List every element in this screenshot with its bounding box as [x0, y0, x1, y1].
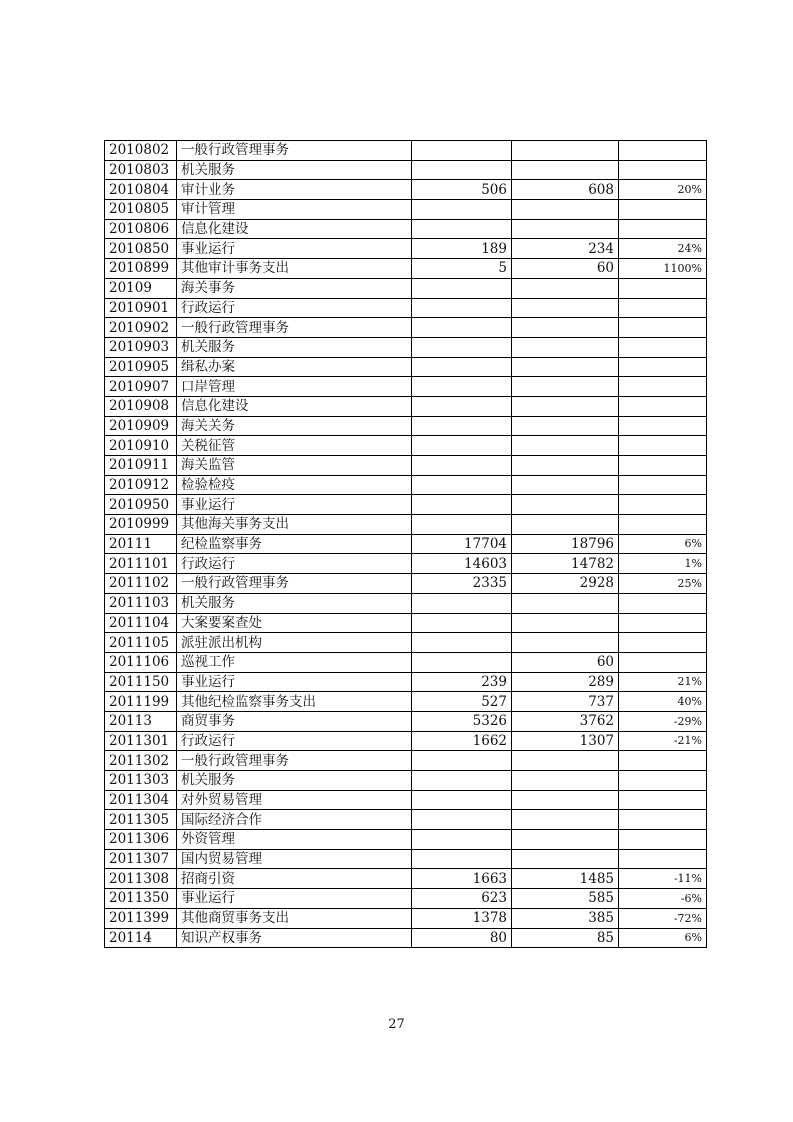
table-row	[105, 318, 707, 338]
row-value-2-cell: 85	[512, 928, 619, 948]
row-value-2-cell	[512, 633, 619, 653]
table-row	[105, 239, 707, 259]
table-row	[105, 377, 707, 397]
table-row	[105, 456, 707, 476]
table-row	[105, 160, 707, 180]
row-value-2-cell	[512, 515, 619, 535]
row-value-1-cell: 5326	[412, 711, 512, 731]
row-change-pct-cell: 20%	[619, 180, 707, 200]
row-name-cell: 外资管理	[177, 830, 412, 850]
row-code-cell: 2011305	[105, 810, 177, 830]
row-name-cell: 海关关务	[177, 416, 412, 436]
row-code-cell: 2010910	[105, 436, 177, 456]
row-name-cell: 行政运行	[177, 731, 412, 751]
row-change-pct-cell	[619, 219, 707, 239]
row-code-cell: 2010909	[105, 416, 177, 436]
row-value-1-cell: 239	[412, 672, 512, 692]
row-code-cell: 2011105	[105, 633, 177, 653]
row-name-cell: 派驻派出机构	[177, 633, 412, 653]
row-code-cell: 2010911	[105, 456, 177, 476]
row-change-pct-cell	[619, 751, 707, 771]
row-value-1-cell	[412, 652, 512, 672]
row-value-1-cell	[412, 377, 512, 397]
row-value-2-cell	[512, 771, 619, 791]
row-value-2-cell: 289	[512, 672, 619, 692]
row-name-cell: 其他商贸事务支出	[177, 908, 412, 928]
row-value-1-cell: 5	[412, 259, 512, 279]
row-value-1-cell	[412, 771, 512, 791]
row-code-cell: 2010908	[105, 396, 177, 416]
row-name-cell: 一般行政管理事务	[177, 574, 412, 594]
row-code-cell: 2010902	[105, 318, 177, 338]
table-row	[105, 692, 707, 712]
row-change-pct-cell	[619, 633, 707, 653]
row-value-2-cell	[512, 337, 619, 357]
row-value-2-cell: 608	[512, 180, 619, 200]
row-change-pct-cell	[619, 830, 707, 850]
row-value-1-cell	[412, 219, 512, 239]
row-value-2-cell	[512, 278, 619, 298]
row-name-cell: 纪检监察事务	[177, 534, 412, 554]
row-value-2-cell	[512, 830, 619, 850]
row-code-cell: 2010912	[105, 475, 177, 495]
table-row	[105, 475, 707, 495]
row-name-cell: 机关服务	[177, 337, 412, 357]
row-value-1-cell: 623	[412, 889, 512, 909]
row-code-cell: 2011199	[105, 692, 177, 712]
row-value-1-cell: 2335	[412, 574, 512, 594]
row-code-cell: 2010950	[105, 495, 177, 515]
row-code-cell: 2010805	[105, 200, 177, 220]
row-value-2-cell: 60	[512, 652, 619, 672]
row-value-1-cell	[412, 633, 512, 653]
row-code-cell: 2010901	[105, 298, 177, 318]
row-code-cell: 20109	[105, 278, 177, 298]
row-value-2-cell	[512, 810, 619, 830]
row-code-cell: 2011101	[105, 554, 177, 574]
row-value-1-cell	[412, 830, 512, 850]
table-row	[105, 711, 707, 731]
table-row	[105, 396, 707, 416]
row-change-pct-cell: 40%	[619, 692, 707, 712]
row-value-2-cell	[512, 593, 619, 613]
row-value-1-cell	[412, 160, 512, 180]
row-change-pct-cell: -6%	[619, 889, 707, 909]
budget-table	[104, 140, 707, 948]
row-code-cell: 2010804	[105, 180, 177, 200]
table-row	[105, 259, 707, 279]
row-name-cell: 其他纪检监察事务支出	[177, 692, 412, 712]
row-value-1-cell: 80	[412, 928, 512, 948]
table-row	[105, 180, 707, 200]
table-row	[105, 652, 707, 672]
row-change-pct-cell	[619, 377, 707, 397]
table-row	[105, 141, 707, 161]
row-code-cell: 2011106	[105, 652, 177, 672]
page-number: 27	[388, 1017, 405, 1032]
row-name-cell: 检验检疫	[177, 475, 412, 495]
row-value-2-cell: 18796	[512, 534, 619, 554]
row-change-pct-cell: -72%	[619, 908, 707, 928]
row-value-1-cell	[412, 810, 512, 830]
table-row	[105, 731, 707, 751]
row-value-1-cell	[412, 515, 512, 535]
row-code-cell: 2010850	[105, 239, 177, 259]
table-row	[105, 574, 707, 594]
row-code-cell: 2011350	[105, 889, 177, 909]
row-change-pct-cell	[619, 515, 707, 535]
row-value-2-cell	[512, 298, 619, 318]
row-change-pct-cell: 24%	[619, 239, 707, 259]
row-change-pct-cell	[619, 396, 707, 416]
row-value-2-cell	[512, 613, 619, 633]
row-name-cell: 事业运行	[177, 495, 412, 515]
row-value-2-cell: 2928	[512, 574, 619, 594]
row-value-2-cell	[512, 495, 619, 515]
row-code-cell: 20111	[105, 534, 177, 554]
row-value-1-cell	[412, 416, 512, 436]
row-value-1-cell: 506	[412, 180, 512, 200]
row-value-1-cell	[412, 200, 512, 220]
row-value-2-cell	[512, 219, 619, 239]
row-value-1-cell	[412, 357, 512, 377]
row-value-2-cell	[512, 790, 619, 810]
row-change-pct-cell	[619, 771, 707, 791]
row-name-cell: 缉私办案	[177, 357, 412, 377]
row-value-2-cell: 3762	[512, 711, 619, 731]
row-change-pct-cell	[619, 436, 707, 456]
row-value-2-cell: 1485	[512, 869, 619, 889]
row-code-cell: 20113	[105, 711, 177, 731]
row-value-2-cell	[512, 396, 619, 416]
row-code-cell: 2010999	[105, 515, 177, 535]
row-code-cell: 2010899	[105, 259, 177, 279]
row-value-2-cell	[512, 416, 619, 436]
row-value-1-cell: 527	[412, 692, 512, 712]
row-code-cell: 2010803	[105, 160, 177, 180]
row-value-2-cell	[512, 377, 619, 397]
row-name-cell: 其他海关事务支出	[177, 515, 412, 535]
row-change-pct-cell	[619, 357, 707, 377]
table-row	[105, 830, 707, 850]
row-code-cell: 2010903	[105, 337, 177, 357]
row-change-pct-cell	[619, 456, 707, 476]
row-value-2-cell: 60	[512, 259, 619, 279]
row-value-2-cell: 737	[512, 692, 619, 712]
row-change-pct-cell: -11%	[619, 869, 707, 889]
row-code-cell: 2011307	[105, 849, 177, 869]
table-row	[105, 613, 707, 633]
row-value-2-cell	[512, 200, 619, 220]
row-value-2-cell	[512, 318, 619, 338]
row-value-1-cell	[412, 613, 512, 633]
row-change-pct-cell: 6%	[619, 534, 707, 554]
row-code-cell: 2011308	[105, 869, 177, 889]
row-name-cell: 信息化建设	[177, 219, 412, 239]
row-value-2-cell	[512, 141, 619, 161]
row-change-pct-cell	[619, 318, 707, 338]
row-change-pct-cell: 1%	[619, 554, 707, 574]
row-code-cell: 2011150	[105, 672, 177, 692]
row-value-1-cell	[412, 456, 512, 476]
table-row	[105, 219, 707, 239]
table-row	[105, 200, 707, 220]
row-change-pct-cell	[619, 495, 707, 515]
row-name-cell: 关税征管	[177, 436, 412, 456]
row-code-cell: 2010806	[105, 219, 177, 239]
row-change-pct-cell	[619, 475, 707, 495]
row-value-1-cell: 1663	[412, 869, 512, 889]
row-name-cell: 行政运行	[177, 554, 412, 574]
table-row	[105, 436, 707, 456]
row-value-2-cell: 1307	[512, 731, 619, 751]
row-value-2-cell: 585	[512, 889, 619, 909]
table-row	[105, 495, 707, 515]
row-change-pct-cell	[619, 278, 707, 298]
table-row	[105, 869, 707, 889]
row-value-1-cell	[412, 790, 512, 810]
row-change-pct-cell	[619, 613, 707, 633]
row-value-2-cell	[512, 751, 619, 771]
table-row	[105, 908, 707, 928]
row-value-1-cell	[412, 436, 512, 456]
row-name-cell: 机关服务	[177, 160, 412, 180]
row-value-1-cell	[412, 751, 512, 771]
row-change-pct-cell	[619, 160, 707, 180]
row-change-pct-cell	[619, 337, 707, 357]
row-value-1-cell	[412, 495, 512, 515]
row-name-cell: 知识产权事务	[177, 928, 412, 948]
row-name-cell: 信息化建设	[177, 396, 412, 416]
table-row	[105, 515, 707, 535]
row-change-pct-cell	[619, 790, 707, 810]
table-row	[105, 790, 707, 810]
table-row	[105, 593, 707, 613]
row-value-2-cell	[512, 357, 619, 377]
row-value-1-cell: 1662	[412, 731, 512, 751]
row-change-pct-cell: -29%	[619, 711, 707, 731]
row-code-cell: 2010907	[105, 377, 177, 397]
row-value-2-cell	[512, 849, 619, 869]
table-row	[105, 810, 707, 830]
row-code-cell: 2011104	[105, 613, 177, 633]
row-code-cell: 2011302	[105, 751, 177, 771]
row-value-1-cell	[412, 849, 512, 869]
table-row	[105, 751, 707, 771]
table-row	[105, 278, 707, 298]
row-value-1-cell	[412, 593, 512, 613]
row-change-pct-cell	[619, 200, 707, 220]
row-value-1-cell: 17704	[412, 534, 512, 554]
row-name-cell: 一般行政管理事务	[177, 751, 412, 771]
row-code-cell: 2011301	[105, 731, 177, 751]
row-name-cell: 巡视工作	[177, 652, 412, 672]
table-row	[105, 416, 707, 436]
table-row	[105, 928, 707, 948]
row-name-cell: 大案要案查处	[177, 613, 412, 633]
row-change-pct-cell	[619, 298, 707, 318]
table-row	[105, 771, 707, 791]
row-value-2-cell: 14782	[512, 554, 619, 574]
row-name-cell: 审计管理	[177, 200, 412, 220]
row-value-2-cell	[512, 436, 619, 456]
row-name-cell: 海关事务	[177, 278, 412, 298]
row-name-cell: 事业运行	[177, 672, 412, 692]
table-row	[105, 357, 707, 377]
row-change-pct-cell: 1100%	[619, 259, 707, 279]
row-code-cell: 2011306	[105, 830, 177, 850]
row-value-1-cell: 1378	[412, 908, 512, 928]
row-change-pct-cell	[619, 810, 707, 830]
row-change-pct-cell	[619, 593, 707, 613]
row-change-pct-cell	[619, 652, 707, 672]
row-code-cell: 2011303	[105, 771, 177, 791]
row-name-cell: 一般行政管理事务	[177, 318, 412, 338]
row-value-1-cell	[412, 318, 512, 338]
row-change-pct-cell: 25%	[619, 574, 707, 594]
row-value-2-cell: 234	[512, 239, 619, 259]
row-name-cell: 其他审计事务支出	[177, 259, 412, 279]
row-change-pct-cell	[619, 141, 707, 161]
row-value-2-cell	[512, 456, 619, 476]
row-value-1-cell	[412, 337, 512, 357]
row-change-pct-cell: 6%	[619, 928, 707, 948]
row-name-cell: 国际经济合作	[177, 810, 412, 830]
row-name-cell: 海关监管	[177, 456, 412, 476]
row-name-cell: 机关服务	[177, 771, 412, 791]
table-row	[105, 672, 707, 692]
row-code-cell: 2010802	[105, 141, 177, 161]
row-name-cell: 行政运行	[177, 298, 412, 318]
row-value-1-cell	[412, 278, 512, 298]
table-row	[105, 337, 707, 357]
table-row	[105, 849, 707, 869]
row-code-cell: 2011399	[105, 908, 177, 928]
row-value-2-cell	[512, 160, 619, 180]
row-value-2-cell: 385	[512, 908, 619, 928]
row-name-cell: 口岸管理	[177, 377, 412, 397]
row-code-cell: 2011102	[105, 574, 177, 594]
row-name-cell: 招商引资	[177, 869, 412, 889]
table-row	[105, 554, 707, 574]
row-name-cell: 事业运行	[177, 889, 412, 909]
row-name-cell: 商贸事务	[177, 711, 412, 731]
table-row	[105, 534, 707, 554]
row-name-cell: 审计业务	[177, 180, 412, 200]
table-body	[105, 141, 707, 948]
row-name-cell: 事业运行	[177, 239, 412, 259]
row-change-pct-cell	[619, 849, 707, 869]
row-code-cell: 2011304	[105, 790, 177, 810]
row-name-cell: 机关服务	[177, 593, 412, 613]
table-row	[105, 298, 707, 318]
row-change-pct-cell: -21%	[619, 731, 707, 751]
row-name-cell: 一般行政管理事务	[177, 141, 412, 161]
row-code-cell: 20114	[105, 928, 177, 948]
row-value-1-cell: 189	[412, 239, 512, 259]
row-name-cell: 对外贸易管理	[177, 790, 412, 810]
row-code-cell: 2010905	[105, 357, 177, 377]
row-change-pct-cell	[619, 416, 707, 436]
row-name-cell: 国内贸易管理	[177, 849, 412, 869]
row-change-pct-cell: 21%	[619, 672, 707, 692]
row-value-1-cell	[412, 141, 512, 161]
row-value-1-cell	[412, 298, 512, 318]
row-value-2-cell	[512, 475, 619, 495]
row-value-1-cell: 14603	[412, 554, 512, 574]
row-value-1-cell	[412, 396, 512, 416]
row-value-1-cell	[412, 475, 512, 495]
table-row	[105, 889, 707, 909]
row-code-cell: 2011103	[105, 593, 177, 613]
table-row	[105, 633, 707, 653]
